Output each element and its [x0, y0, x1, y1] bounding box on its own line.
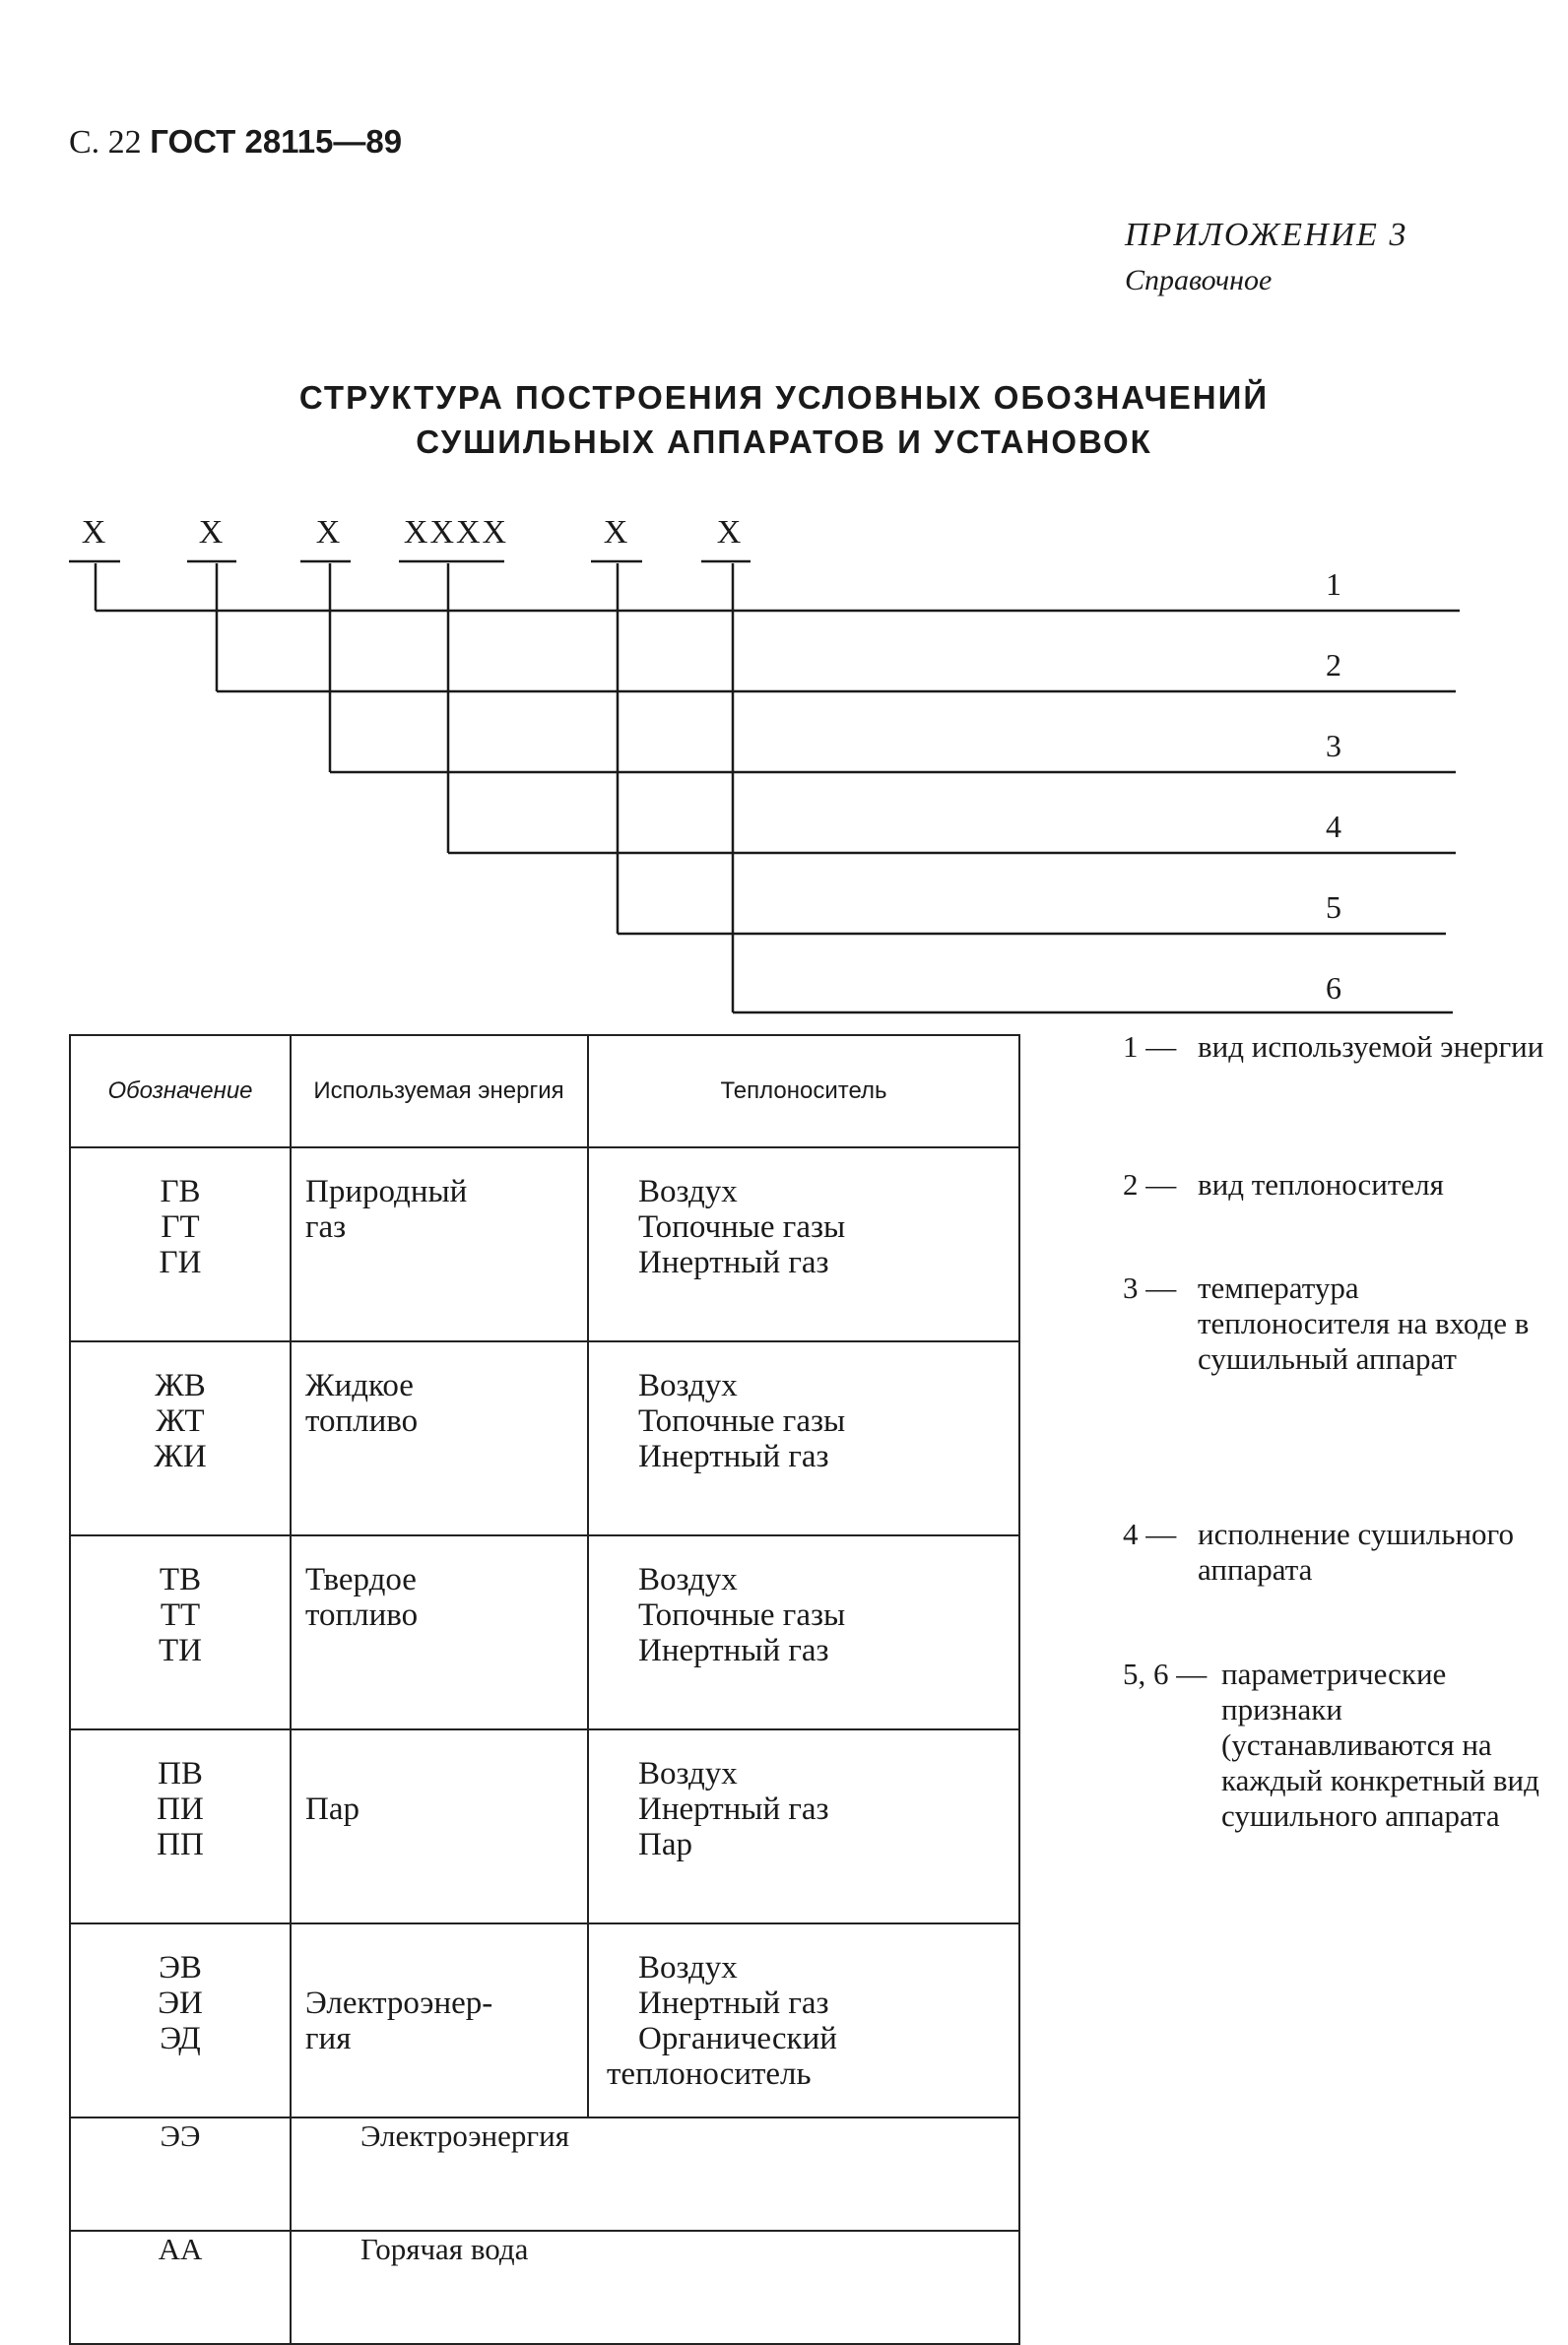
code: ЭИ: [158, 1986, 203, 2021]
carrier-line: Воздух: [638, 1756, 738, 1791]
legend-text: вид используемой энергии: [1198, 1029, 1544, 1064]
carrier-cell: [588, 1729, 1019, 1923]
carrier-line: Воздух: [638, 1368, 738, 1403]
carrier-line: Инертный газ: [638, 1986, 829, 2021]
carrier-line: Инертный газ: [638, 1633, 829, 1668]
scheme-position-5: X: [603, 514, 628, 551]
legend-number: 4 —: [1123, 1517, 1177, 1551]
carrier-line: Воздух: [638, 1950, 738, 1986]
carrier-line: Инертный газ: [638, 1439, 829, 1474]
standard-number: ГОСТ 28115—89: [150, 123, 403, 160]
code-cell: ЭЭ: [70, 2117, 291, 2231]
table-row: [70, 2117, 1019, 2231]
energy-line: Твердое: [305, 1562, 417, 1597]
code: ПВ: [158, 1756, 203, 1791]
table-row: [70, 1923, 1019, 2117]
level-label-3: 3: [1326, 728, 1341, 763]
carrier-line: Топочные газы: [638, 1209, 846, 1245]
designation-table: [69, 1034, 1020, 2345]
level-label-4: 4: [1326, 809, 1341, 844]
legend-text: температура теплоносителя на входе в сушильный аппарат: [1198, 1270, 1530, 1376]
appendix-label: ПРИЛОЖЕНИЕ 3: [1125, 217, 1408, 253]
level-label-5: 5: [1326, 889, 1341, 925]
codes-cell: [70, 1147, 291, 1341]
energy-line: гия: [305, 2021, 352, 2056]
carrier-line: Топочные газы: [638, 1597, 846, 1633]
carrier-line: Органический: [638, 2021, 837, 2056]
code: ГИ: [159, 1245, 202, 1280]
code: ТВ: [159, 1562, 202, 1597]
energy-line: Природный: [305, 1174, 468, 1209]
code: ГВ: [160, 1174, 201, 1209]
legend-item: [1123, 1029, 1556, 1065]
energy-line: [305, 1756, 586, 1791]
level-label-1: 1: [1326, 566, 1341, 602]
energy-cell: [291, 1729, 588, 1923]
codes-cell: [70, 1535, 291, 1729]
legend-item: [1123, 1167, 1556, 1203]
scheme-position-3: X: [315, 514, 341, 551]
carrier-line: Инертный газ: [638, 1245, 829, 1280]
carrier-line: Воздух: [638, 1174, 738, 1209]
carrier-cell: [588, 1535, 1019, 1729]
code: ПИ: [157, 1791, 204, 1827]
energy-cell: [291, 1147, 588, 1341]
scheme-diagram: [0, 0, 1568, 1024]
legend-number: 1 —: [1123, 1029, 1177, 1064]
table-row: [70, 2231, 1019, 2344]
carrier-line: Инертный газ: [638, 1791, 829, 1827]
energy-cell: [291, 1535, 588, 1729]
legend-number: 5, 6 —: [1123, 1657, 1208, 1691]
carrier-line: Пар: [638, 1827, 692, 1862]
legend-text: исполнение сушильного аппарата: [1198, 1517, 1514, 1587]
codes-cell: [70, 1729, 291, 1923]
description-cell: Электроэнергия: [291, 2117, 1019, 2231]
table-row: [70, 1729, 1019, 1923]
energy-line: [305, 1950, 586, 1986]
legend-text: параметрические признаки (устанавливаются на каждый конкретный вид сушильного аппарата: [1221, 1657, 1539, 1833]
code: ГТ: [161, 1209, 200, 1245]
energy-line: Жидкое: [305, 1368, 414, 1403]
legend-item: [1123, 1657, 1556, 1834]
codes-cell: [70, 1341, 291, 1535]
table-row: [70, 1147, 1019, 1341]
document-title-line-2: СУШИЛЬНЫХ АППАРАТОВ И УСТАНОВОК: [416, 423, 1152, 460]
energy-line: Электроэнер-: [305, 1986, 493, 2021]
energy-line: топливо: [305, 1403, 419, 1439]
codes-cell: [70, 1923, 291, 2117]
carrier-line: теплоноситель: [607, 2056, 812, 2092]
legend-number: 3 —: [1123, 1270, 1177, 1305]
energy-cell: [291, 1923, 588, 2117]
column-header-code: Обозначение: [70, 1035, 291, 1147]
table-header-row: [70, 1035, 1019, 1147]
carrier-cell: [588, 1923, 1019, 2117]
energy-line: топливо: [305, 1597, 419, 1633]
energy-line: газ: [305, 1209, 347, 1245]
code: ЖТ: [156, 1403, 205, 1439]
appendix-note: Справочное: [1125, 264, 1273, 296]
energy-cell: [291, 1341, 588, 1535]
scheme-position-4: XXXX: [403, 514, 509, 551]
carrier-cell: [588, 1147, 1019, 1341]
code: ЖВ: [155, 1368, 206, 1403]
code: ПП: [157, 1827, 204, 1862]
legend-item: [1123, 1517, 1556, 1588]
code-cell: АА: [70, 2231, 291, 2344]
level-label-6: 6: [1326, 970, 1341, 1006]
scheme-position-6: X: [716, 514, 742, 551]
code: ТТ: [160, 1597, 201, 1633]
legend-number: 2 —: [1123, 1167, 1177, 1202]
description-cell: Горячая вода: [291, 2231, 1019, 2344]
table-row: [70, 1341, 1019, 1535]
page-number: С. 22: [69, 124, 142, 161]
carrier-line: Воздух: [638, 1562, 738, 1597]
carrier-cell: [588, 1341, 1019, 1535]
code: ЭД: [160, 2021, 201, 2056]
level-label-2: 2: [1326, 647, 1341, 683]
energy-line: Пар: [305, 1791, 359, 1827]
code: ЖИ: [154, 1439, 207, 1474]
code: ТИ: [159, 1633, 202, 1668]
scheme-position-1: X: [81, 514, 106, 551]
document-title-line-1: СТРУКТУРА ПОСТРОЕНИЯ УСЛОВНЫХ ОБОЗНАЧЕНИЙ: [298, 379, 1270, 416]
column-header-energy: Используемая энергия: [291, 1035, 588, 1147]
column-header-carrier: Теплоноситель: [588, 1035, 1019, 1147]
carrier-line: Топочные газы: [638, 1403, 846, 1439]
table-row: [70, 1535, 1019, 1729]
code: ЭВ: [159, 1950, 202, 1986]
legend-item: [1123, 1270, 1556, 1377]
legend-text: вид теплоносителя: [1198, 1167, 1444, 1202]
scheme-position-2: X: [198, 514, 224, 551]
